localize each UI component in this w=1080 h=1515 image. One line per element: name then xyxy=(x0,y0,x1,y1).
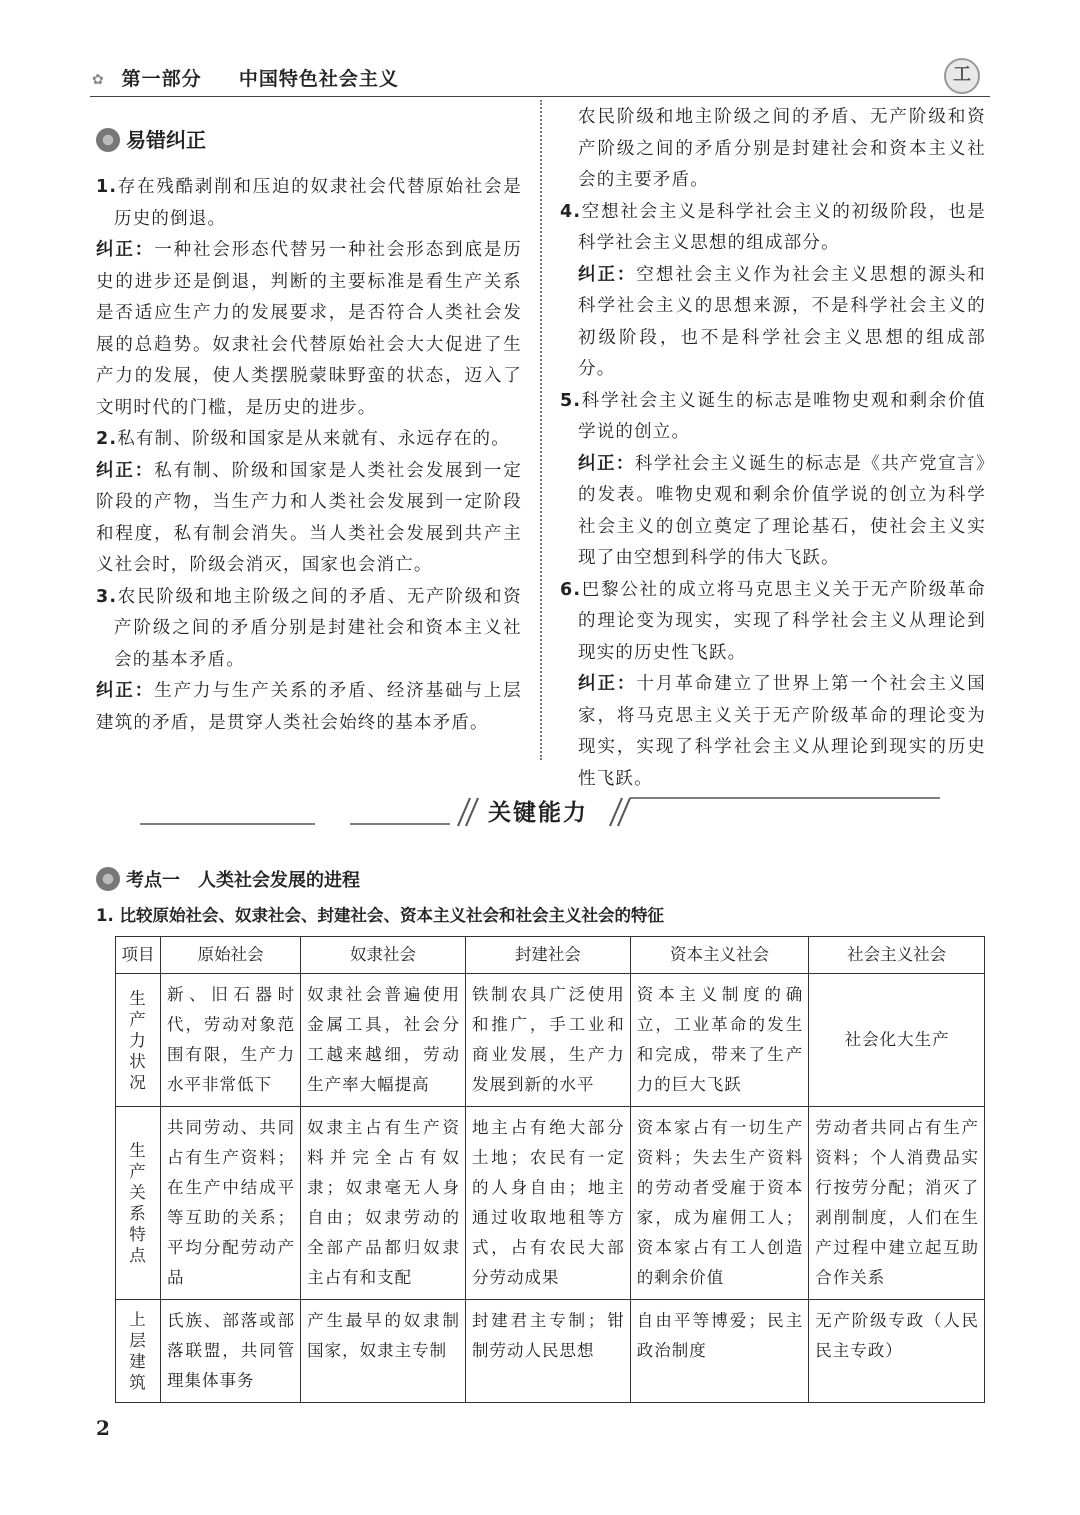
table-cell: 资本家占有一切生产资料；失去生产资料的劳动者受雇于资本家，成为雇佣工人；资本家占有工人创造的剩余价值 xyxy=(630,1107,808,1300)
list-item: 1.存在残酷剥削和压迫的奴隶社会代替原始社会是历史的倒退。 纠正：一种社会形态代替另一种社会形态到底是历史的进步还是倒退，判断的主要标准是看生产关系是否适应生产力的发展要求，是否符合人类社会发展的总趋势。奴隶社会代替原始社会大大促进了生产力的发展，使人类摆脱蒙昧野蛮的状态，迈入了文明时代的门槛，是历史的进步。 xyxy=(96,177,522,418)
table-row xyxy=(116,1107,985,1300)
table-header-row xyxy=(116,937,985,974)
table-row xyxy=(116,1300,985,1403)
table-cell: 奴隶社会普遍使用金属工具，社会分工越来越细，劳动生产率大幅提高 xyxy=(301,974,466,1107)
list-item: 5.科学社会主义诞生的标志是唯物史观和剩余价值学说的创立。 纠正：科学社会主义诞生的标志是《共产党宣言》的发表。唯物史观和剩余价值学说的创立为科学社会主义的创立奠定了理论基石，使社会主义实现了由空想到科学的伟大飞跃。 xyxy=(560,390,986,568)
table-header: 奴隶社会 xyxy=(301,937,466,974)
page-number: 2 xyxy=(96,1416,110,1440)
table-cell: 无产阶级专政（人民民主专政） xyxy=(809,1300,985,1403)
table-cell: 新、旧石器时代，劳动对象范围有限，生产力水平非常低下 xyxy=(161,974,301,1107)
key-ability-banner xyxy=(140,792,940,832)
table-cell: 铁制农具广泛使用和推广，手工业和商业发展，生产力发展到新的水平 xyxy=(465,974,630,1107)
table-header: 封建社会 xyxy=(465,937,630,974)
table-header: 原始社会 xyxy=(161,937,301,974)
table-cell: 共同劳动、共同占有生产资料；在生产中结成平等互助的关系；平均分配劳动产品 xyxy=(161,1107,301,1300)
table-cell: 自由平等博爱；民主政治制度 xyxy=(630,1300,808,1403)
table-row xyxy=(116,974,985,1107)
paw-icon: ✿ xyxy=(92,71,105,88)
left-column xyxy=(96,172,522,739)
list-item: 4.空想社会主义是科学社会主义的初级阶段，也是科学社会主义思想的组成部分。 纠正：空想社会主义作为社会主义思想的源头和科学社会主义的思想来源，不是科学社会主义的初级阶段，也不是科学社会主义思想的组成部分。 xyxy=(560,201,986,379)
continued-text: 农民阶级和地主阶级之间的矛盾、无产阶级和资产阶级之间的矛盾分别是封建社会和资本主义社会的主要矛盾。 xyxy=(578,107,986,190)
row-label: 生产力状况 xyxy=(116,974,161,1107)
section-title-yicuo: 易错纠正 xyxy=(96,124,206,153)
table-cell: 产生最早的奴隶制国家，奴隶主专制 xyxy=(301,1300,466,1403)
comparison-table xyxy=(115,936,985,1403)
header-rule xyxy=(90,96,990,97)
kaodian-title: 考点一 人类社会发展的进程 xyxy=(96,866,360,892)
corner-badge-icon: 工 xyxy=(944,58,980,94)
table-header: 资本主义社会 xyxy=(630,937,808,974)
table-cell: 地主占有绝大部分土地；农民有一定的人身自由；地主通过收取地租等方式，占有农民大部分劳动成果 xyxy=(465,1107,630,1300)
list-item: 2.私有制、阶级和国家是从来就有、永远存在的。 纠正：私有制、阶级和国家是人类社会发展到一定阶段的产物，当生产力和人类社会发展到一定阶段和程度，私有制会消失。当人类社会发展到共产主义社会时，阶级会消灭，国家也会消亡。 xyxy=(96,429,522,575)
running-header xyxy=(92,64,399,91)
table-cell: 封建君主专制；钳制劳动人民思想 xyxy=(465,1300,630,1403)
table-header: 项目 xyxy=(116,937,161,974)
table-cell: 社会化大生产 xyxy=(809,974,985,1107)
table-title: 1. 比较原始社会、奴隶社会、封建社会、资本主义社会和社会主义社会的特征 xyxy=(96,906,664,925)
table-cell: 劳动者共同占有生产资料；个人消费品实行按劳分配；消灭了剥削制度，人们在生产过程中建立起互助合作关系 xyxy=(809,1107,985,1300)
banner-title: 关键能力 xyxy=(488,800,588,826)
table-cell: 氏族、部落或部落联盟，共同管理集体事务 xyxy=(161,1300,301,1403)
table-cell: 资本主义制度的确立，工业革命的发生和完成，带来了生产力的巨大飞跃 xyxy=(630,974,808,1107)
row-label: 上层建筑 xyxy=(116,1300,161,1403)
column-divider xyxy=(540,100,542,760)
list-item: 3.农民阶级和地主阶级之间的矛盾、无产阶级和资产阶级之间的矛盾分别是封建社会和资本主义社会的基本矛盾。 纠正：生产力与生产关系的矛盾、经济基础与上层建筑的矛盾，是贯穿人类社会始终的基本矛盾。 xyxy=(96,586,522,733)
table-cell: 奴隶主占有生产资料并完全占有奴隶；奴隶毫无人身自由；奴隶劳动的全部产品都归奴隶主占有和支配 xyxy=(301,1107,466,1300)
gear-icon xyxy=(96,128,120,152)
gear-icon xyxy=(96,867,120,891)
right-column xyxy=(560,102,986,795)
row-label: 生产关系特点 xyxy=(116,1107,161,1300)
table-header: 社会主义社会 xyxy=(809,937,985,974)
header-title: 中国特色社会主义 xyxy=(238,68,399,90)
header-part: 第一部分 xyxy=(121,68,202,90)
list-item: 6.巴黎公社的成立将马克思主义关于无产阶级革命的理论变为现实，实现了科学社会主义从理论到现实的历史性飞跃。 纠正：十月革命建立了世界上第一个社会主义国家，将马克思主义关于无产阶级革命的理论变为现实，实现了科学社会主义从理论到现实的历史性飞跃。 xyxy=(560,579,986,789)
